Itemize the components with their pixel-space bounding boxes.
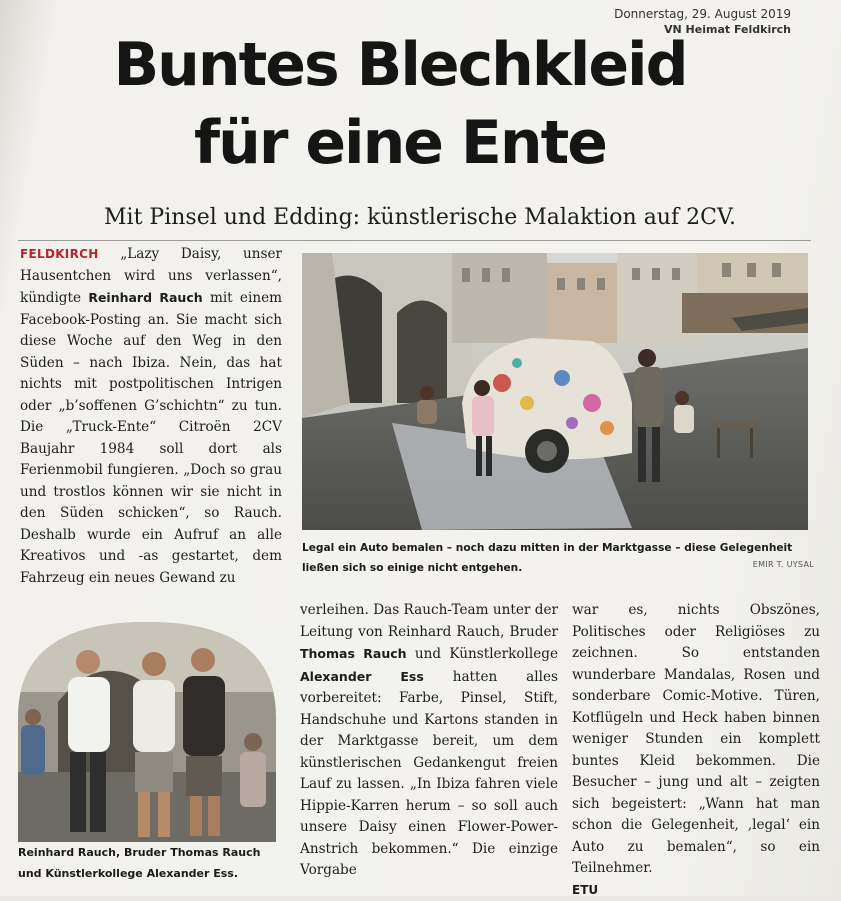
- article-column-middle: [300, 600, 558, 882]
- issue-date: Donnerstag, 29. August 2019: [614, 6, 791, 22]
- body-text: war es, nichts Obszönes, Politisches oder Religiöses zu zeichnen. So entstanden wunderbare Mandalas, Rosen und sonderbare Comic-Motive. Türen, Kotflügeln und Heck haben binnen weniger Stunden ein komplett buntes Kleid bekommen. Die Besucher – jung und alt – zeigten sich begeistert: „Wann hat man schon die Gelegenheit, ‚legal‘ ein Auto zu bemalen“, so ein Teilnehmer.: [572, 600, 820, 880]
- article-column-right: [572, 600, 820, 901]
- main-photo-caption: Legal ein Auto bemalen – noch dazu mitten in der Marktgasse – diese Gelegenheit ließen sich so einige nicht entgehen.: [302, 538, 808, 578]
- body-text: verleihen. Das Rauch-Team unter der Leitung von Reinhard Rauch, Bruder: [300, 602, 558, 640]
- body-text: hatten alles vorbereitet: Farbe, Pinsel, Stift, Handschuhe und Kartons standen in der Marktgasse bereit, um dem künstlerischen Gedankengut freien Lauf zu lassen. „In Ibiza fahren viele Hippie-Karren herum – so soll auch unsere Daisy einen Flower-Power-Anstrich bekommen.“ Die einzige Vorgabe: [300, 669, 558, 879]
- portrait-caption: Reinhard Rauch, Bruder Thomas Rauch und Künstlerkollege Alexander Ess.: [18, 842, 280, 884]
- body-text: mit einem Facebook-Posting an. Sie macht sich diese Woche auf den Weg in den Süden – nach Ibiza. Nein, das hat nichts mit postpolitischen Intrigen oder „b’soffenen G’schichtn“ zu tun. Die „Truck-Ente“ Citroën 2CV Baujahr 1984 soll dort als Ferienmobil fungieren. „Doch so grau und trostlos können wir sie nicht in den Süden schicken“, so Rauch. Deshalb wurde ein Aufruf an alle Kreativos und -as gestartet, dem Fahrzeug ein neues Gewand zu: [20, 290, 282, 586]
- divider: [18, 240, 811, 241]
- headline: [60, 26, 740, 182]
- dateline: FELDKIRCH: [20, 247, 99, 261]
- person-name: Alexander Ess: [300, 669, 424, 684]
- person-name: Reinhard Rauch: [88, 290, 202, 305]
- section-name: VN Heimat Feldkirch: [614, 22, 791, 38]
- portrait-photo: [18, 622, 276, 842]
- subheadline: Mit Pinsel und Edding: künstlerische Malaktion auf 2CV.: [40, 205, 800, 230]
- photo-credit: EMIR T. UYSAL: [753, 560, 814, 569]
- author-signature: ETU: [572, 880, 820, 901]
- person-name: Thomas Rauch: [300, 646, 407, 661]
- main-photo: [302, 253, 808, 530]
- article-column-left: [20, 244, 282, 589]
- headline-line-1: Buntes Blechkleid: [60, 26, 740, 104]
- body-text: und Künstlerkollege: [415, 646, 558, 662]
- market-street-painting-illustration: [302, 253, 808, 530]
- three-men-portrait-illustration: [18, 622, 276, 842]
- headline-line-2: für eine Ente: [60, 104, 740, 182]
- body-text: „Lazy Daisy, unser Hausentchen wird uns verlassen“, kündigte: [20, 246, 282, 306]
